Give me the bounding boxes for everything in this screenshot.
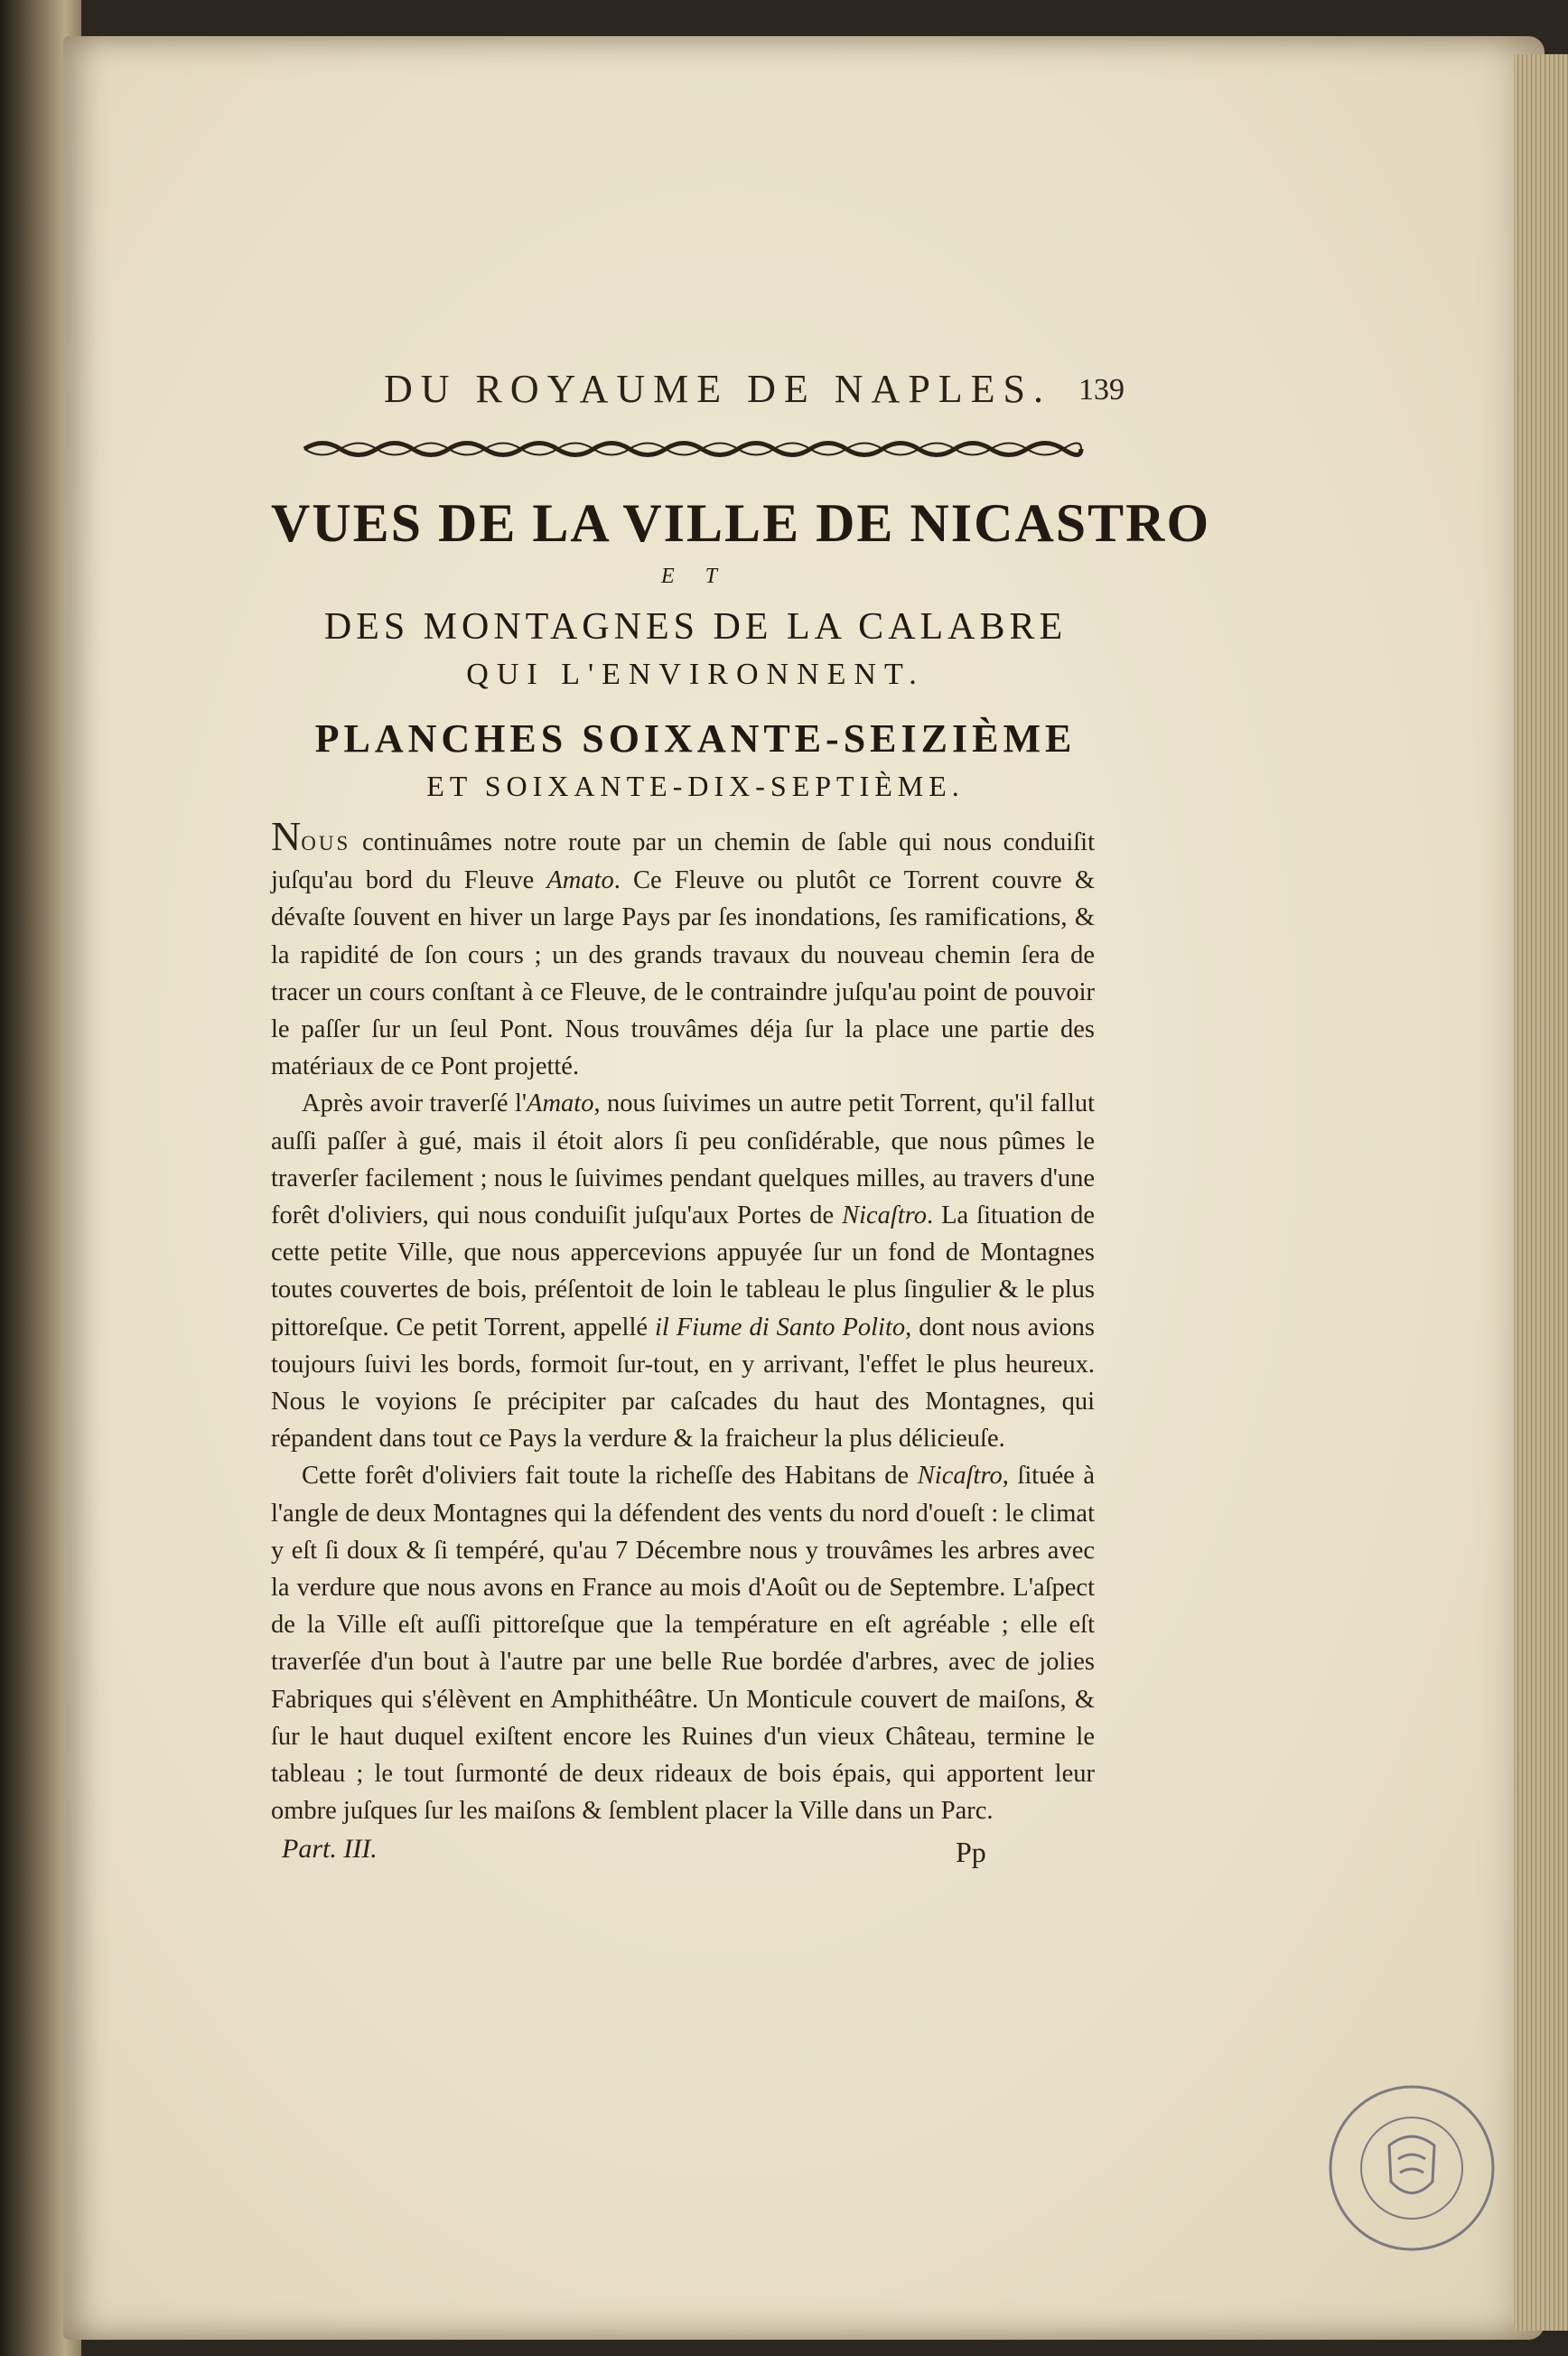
drop-cap: N: [271, 813, 302, 859]
title-line-1: VUES DE LA VILLE DE NICASTRO: [271, 493, 1211, 553]
text-run: . Ce Fleuve ou plutôt ce Torrent couvre & dévaſte ſouvent en hiver un large Pays par ſes inondations, ſes ramifications, & la rapidité de ſon cours ; un des grands travaux du nouveau chemin ſera de tracer un cours conſtant à ce Fleuve, de le contraindre juſqu'au point de pouvoir le paſſer ſur un ſeul Pont. Nous trouvâmes déja ſur la place une partie des matériaux de ce Pont projetté.: [271, 866, 1095, 1081]
title-line-5: PLANCHES SOIXANTE-SEIZIÈME: [314, 716, 1077, 761]
running-title: DU ROYAUME DE NAPLES.: [384, 367, 1052, 411]
text-run: , dont nous avions toujours ſuivi les bords, formoit ſur-tout, en y arrivant, l'effet le plus heureux. Nous le voyions ſe précipiter par caſcades du haut des Montagnes, qui répandent dans tout ce Pays la verdure & la fraicheur la plus délicieuſe.: [271, 1313, 1095, 1454]
title-line-2: E T: [660, 565, 730, 588]
paragraph-1: [271, 813, 1095, 1085]
text-run: Cette forêt d'oliviers fait toute la richeſſe des Habitans de: [302, 1462, 918, 1491]
signature-mark: Pp: [956, 1836, 986, 1868]
title-line-6: ET SOIXANTE-DIX-SEPTIÈME.: [426, 770, 965, 802]
text-run: , nous ſuivimes un autre petit Torrent, qu'il fallut auſſi paſſer à gué, mais il étoit alors ſi peu conſidérable, que nous pûmes le traverſer facilement ; nous le ſuivimes pendant quelques milles, au travers d'une forêt d'oliviers, qui nous conduiſit juſqu'aux Portes de: [271, 1089, 1095, 1230]
italic-run: il Fiume di Santo Polito: [654, 1313, 906, 1342]
italic-run: Nicaſtro: [842, 1201, 928, 1230]
body-text: [271, 813, 1096, 1829]
page-header: [384, 366, 1125, 420]
text-run: continuâmes notre route par un chemin de ſable qui nous conduiſit juſqu'au bord du Fleuve: [271, 828, 1095, 895]
paragraph-2: [271, 1085, 1095, 1457]
title-line-4: QUI L'ENVIRONNENT.: [466, 658, 925, 691]
page-edges: [1514, 54, 1568, 2331]
text-run: Après avoir traverſé l': [302, 1089, 527, 1118]
title-line-3: DES MONTAGNES DE LA CALABRE: [323, 606, 1068, 648]
part-label: Part. III.: [282, 1834, 378, 1864]
italic-run: Amato: [546, 866, 614, 895]
italic-run: Nicaſtro: [917, 1462, 1003, 1491]
library-stamp-icon: [1326, 2082, 1498, 2254]
text-run: , ſituée à l'angle de deux Montagnes qui la défendent des vents du nord d'oueſt : le climat y eſt ſi doux & ſi tempéré, qu'au 7 Décembre nous y trouvâmes les arbres avec la verdure que nous avons en France au mois d'Août ou de Septembre. L'aſpect de la Ville eſt auſſi pittoreſque que la température en eſt agréable ; elle eſt traverſée d'un bout à l'autre par une belle Rue bordée d'arbres, avec de jolies Fabriques qui s'élèvent en Amphithéâtre. Un Monticule couvert de maiſons, & ſur le haut duquel exiſtent encore les Ruines d'un vieux Château, termine le tableau ; le tout ſurmonté de deux rideaux de bois épais, qui apportent leur ombre juſques ſur les maiſons & ſemblent placer la Ville dans un Parc.: [271, 1462, 1095, 1826]
page-number: 139: [1078, 373, 1125, 407]
ornament-rule-icon: [300, 435, 1086, 463]
italic-run: Amato: [527, 1089, 594, 1118]
paragraph-3: [271, 1457, 1095, 1829]
small-caps: OUS: [301, 832, 351, 855]
text-run: . La ſituation de cette petite Ville, que nous appercevions appuyée ſur un fond de Montagnes toutes couvertes de bois, préſentoit de loin le tableau le plus ſingulier & le plus pittoreſque. Ce petit Torrent, appellé: [271, 1201, 1096, 1342]
